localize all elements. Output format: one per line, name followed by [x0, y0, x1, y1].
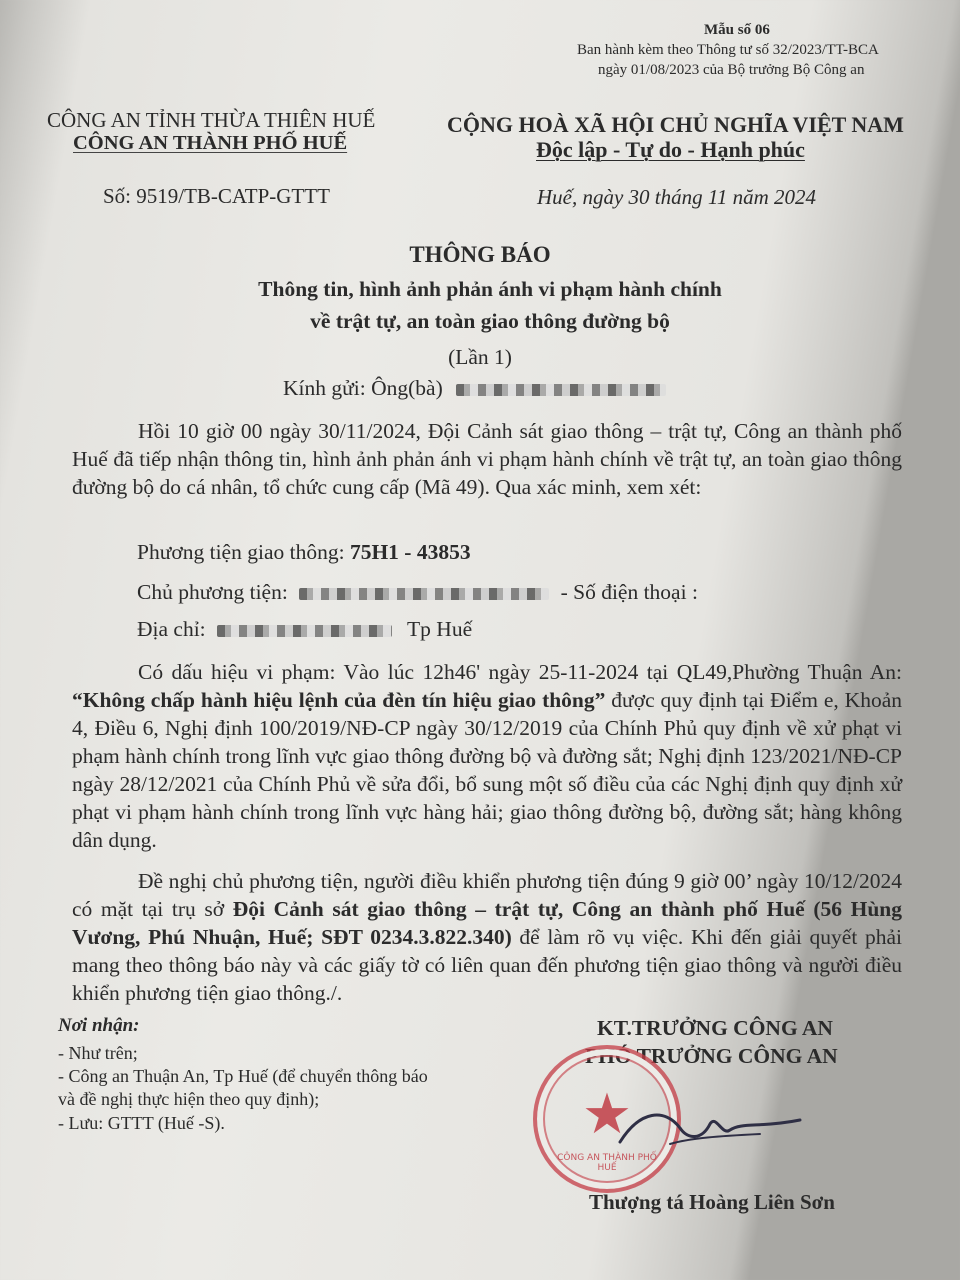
place-date: Huế, ngày 30 tháng 11 năm 2024	[537, 185, 816, 209]
recipients-heading: Nơi nhận:	[58, 1015, 140, 1036]
address-redacted	[217, 625, 392, 637]
request-lead: Đề nghị chủ phương tiện, người điều khiển phương tiện đúng 9 giờ 00’ ngày 10/12/2024 có mặt tại trụ sở	[72, 869, 902, 921]
notice-round: (Lần 1)	[448, 345, 512, 369]
agency-parent: CÔNG AN TỈNH THỪA THIÊN HUẾ	[47, 108, 376, 132]
owner-label: Chủ phương tiện:	[137, 580, 288, 604]
owner-name-redacted	[299, 588, 549, 600]
motto	[536, 137, 805, 163]
owner-line	[137, 580, 698, 605]
vehicle-line	[137, 540, 471, 565]
request-paragraph	[72, 867, 902, 1007]
request-rest: để làm rõ vụ việc. Khi đến giải quyết phải mang theo thông báo này và các giấy tờ có liên quan đến phương tiện giao thông và người điều khiển phương tiện giao thông./.	[72, 925, 902, 1005]
address-line	[137, 617, 472, 642]
recipients-line-1: - Như trên;	[58, 1043, 138, 1063]
motto-text: Độc lập - Tự do - Hạnh phúc	[536, 137, 805, 162]
license-plate: 75H1 - 43853	[349, 540, 471, 564]
request-office: Đội Cảnh sát giao thông – trật tự, Công an thành phố Huế (56 Hùng Vương, Phú Nhuận, Huế; SĐT 0234.3.822.340)	[72, 897, 902, 949]
issued-by-line1: Ban hành kèm theo Thông tư số 32/2023/TT-BCA	[577, 42, 879, 58]
signer-name: Thượng tá Hoàng Liên Sơn	[589, 1190, 835, 1214]
recipients-line-2: - Công an Thuận An, Tp Huế (để chuyển thông báo	[58, 1066, 428, 1086]
violation-lead: Có dấu hiệu vi phạm: Vào lúc 12h46' ngày 25-11-2024 tại QL49,Phường Thuận An:	[138, 660, 902, 684]
recipient-name-redacted	[456, 384, 666, 396]
form-number: Mẫu số 06	[704, 22, 770, 38]
handwritten-signature	[610, 1100, 810, 1160]
recipients-line-4: - Lưu: GTTT (Huế -S).	[58, 1113, 225, 1133]
recipient-label: Kính gửi: Ông(bà)	[283, 376, 443, 400]
violation-offense: “Không chấp hành hiệu lệnh của đèn tín hiệu giao thông”	[72, 688, 606, 712]
issued-by-line2: ngày 01/08/2023 của Bộ trưởng Bộ Công an	[598, 62, 865, 78]
agency-name-text: CÔNG AN THÀNH PHỐ HUẾ	[73, 132, 348, 154]
seal-text: CÔNG AN THÀNH PHỐ HUẾ	[557, 1153, 657, 1173]
notice-title: THÔNG BÁO	[409, 242, 551, 267]
notice-subtitle-2: về trật tự, an toàn giao thông đường bộ	[310, 309, 670, 333]
recipients-line-3: và đề nghị thực hiện theo quy định);	[58, 1089, 320, 1109]
recipient-line	[283, 376, 666, 401]
agency-name	[73, 132, 347, 155]
document-number: Số: 9519/TB-CATP-GTTT	[103, 184, 330, 208]
address-city: Tp Huế	[407, 617, 473, 641]
signer-role-2: PHÓ TRƯỞNG CÔNG AN	[585, 1044, 838, 1068]
notice-subtitle-1: Thông tin, hình ảnh phản ánh vi phạm hành chính	[258, 277, 722, 301]
violation-rest: được quy định tại Điểm e, Khoản 4, Điều 6, Nghị định 100/2019/NĐ-CP ngày 30/12/2019 của Chính Phủ quy định về xử phạt vi phạm hành chính trong lĩnh vực giao thông đường bộ và đường sắt; Nghị định 123/2021/NĐ-CP ngày 28/12/2021 của Chính Phủ về sửa đổi, bổ sung một số điều của các Nghị định quy định xử phạt vi phạm hành chính trong lĩnh vực hàng hải; giao thông đường bộ, đường sắt; hàng không dân dụng.	[72, 688, 902, 852]
intro-text: Hồi 10 giờ 00 ngày 30/11/2024, Đội Cảnh sát giao thông – trật tự, Công an thành phố Huế đã tiếp nhận thông tin, hình ảnh phản ánh vi phạm hành chính về trật tự, an toàn giao thông đường bộ do cá nhân, tổ chức cung cấp (Mã 49). Qua xác minh, xem xét:	[72, 419, 902, 499]
seal-star-icon: ★	[581, 1084, 633, 1146]
phone-label: - Số điện thoại :	[560, 580, 698, 604]
intro-paragraph	[72, 417, 902, 501]
signer-role-1: KT.TRƯỞNG CÔNG AN	[597, 1016, 833, 1040]
vehicle-label: Phương tiện giao thông:	[137, 540, 345, 564]
violation-paragraph	[72, 658, 902, 854]
address-label: Địa chỉ:	[137, 617, 206, 641]
nation-title: CỘNG HOÀ XÃ HỘI CHỦ NGHĨA VIỆT NAM	[447, 112, 904, 137]
